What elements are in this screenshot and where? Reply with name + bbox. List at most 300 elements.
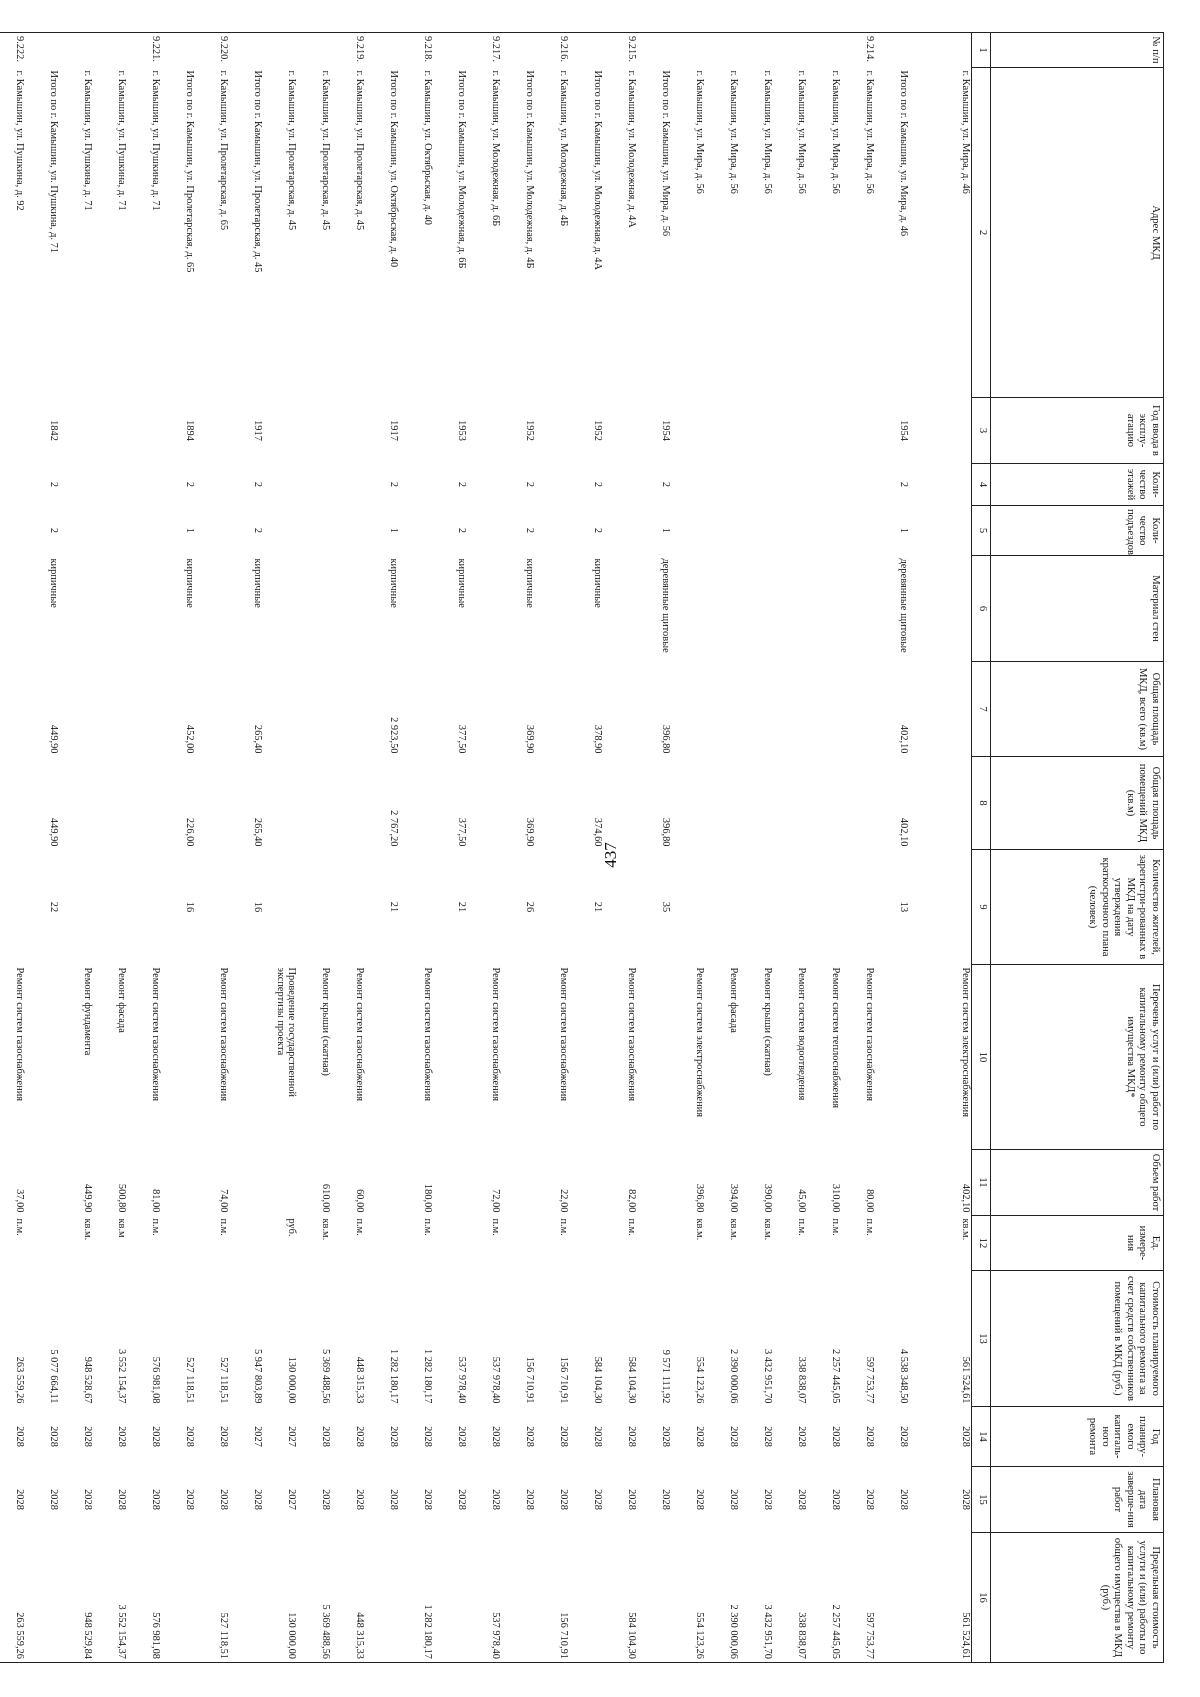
unit: п.м.	[830, 1218, 841, 1236]
column-number-4: 4	[972, 464, 991, 506]
floors	[467, 464, 501, 506]
max-cost: 3 552 154,37	[93, 1533, 127, 1663]
completion-date: 2028	[694, 1489, 705, 1510]
completion-date: 2028	[252, 1489, 263, 1510]
address: г. Камышин, ул. Мира, д. 56	[694, 70, 705, 194]
year-built: 1894	[184, 420, 195, 441]
floors	[739, 464, 773, 506]
repair-year: 2028	[728, 1426, 739, 1447]
work-volume	[501, 1150, 535, 1216]
work-type: Ремонт крыши (скатная)	[762, 967, 773, 1076]
row-index: 9.215.	[603, 33, 637, 68]
floors: 2	[456, 481, 467, 488]
max-cost	[637, 1533, 671, 1663]
completion-date: 2028	[218, 1489, 229, 1510]
entrances: 2	[592, 527, 603, 534]
address: г. Камышин, ул. Мира, д. 56	[830, 70, 841, 194]
floors	[331, 464, 365, 506]
year-built	[93, 398, 127, 464]
residents: 35	[660, 901, 671, 913]
address: г. Камышин, ул. Мира, д. 56	[728, 70, 739, 194]
planned-cost: 130 000,00	[286, 1356, 297, 1404]
wall-material	[467, 556, 501, 662]
max-cost	[161, 1533, 195, 1663]
max-cost: 527 118,51	[195, 1533, 229, 1663]
year-built	[399, 398, 433, 464]
max-cost: 1 282 180,17	[399, 1533, 433, 1663]
wall-material: кирпичные	[524, 558, 535, 608]
work-volume: 82,00	[626, 1189, 637, 1213]
wall-material	[263, 556, 297, 662]
row-index	[433, 33, 467, 68]
planned-cost: 1 282 180,17	[422, 1348, 433, 1404]
work-type	[25, 965, 59, 1150]
year-built: 1842	[48, 420, 59, 441]
residents: 16	[252, 901, 263, 913]
completion-date: 2028	[960, 1489, 971, 1510]
column-header-6: Материал стен	[991, 556, 1164, 662]
planned-cost: 156 710,91	[524, 1356, 535, 1404]
total-area	[297, 662, 331, 757]
entrances	[909, 506, 972, 556]
year-built	[909, 398, 972, 464]
unit	[875, 1216, 909, 1271]
completion-date: 2028	[558, 1489, 569, 1510]
entrances	[671, 506, 705, 556]
repair-year: 2028	[150, 1426, 161, 1447]
repair-year: 2028	[388, 1426, 399, 1447]
row-index	[93, 33, 127, 68]
wall-material	[535, 556, 569, 662]
max-cost	[365, 1533, 399, 1663]
work-type: Ремонт систем электроснабжения	[960, 967, 971, 1117]
wall-material	[603, 556, 637, 662]
total-area	[773, 662, 807, 757]
residents	[671, 850, 705, 965]
premises-area	[467, 757, 501, 850]
row-index	[569, 33, 603, 68]
planned-cost: 263 559,26	[14, 1356, 25, 1404]
entrances	[331, 506, 365, 556]
year-built	[841, 398, 875, 464]
row-index	[501, 33, 535, 68]
completion-date: 2028	[830, 1489, 841, 1510]
table-row	[501, 33, 535, 1663]
repair-year: 2028	[48, 1426, 59, 1447]
entrances	[127, 506, 161, 556]
column-header-4: Коли-чество этажей	[991, 464, 1164, 506]
table-row	[467, 33, 501, 1663]
work-volume: 396,80	[694, 1183, 705, 1213]
unit	[161, 1216, 195, 1271]
work-type: Ремонт фасада	[728, 967, 739, 1033]
max-cost: 561 524,61	[909, 1533, 972, 1663]
work-type	[875, 965, 909, 1150]
unit: п.м.	[626, 1218, 637, 1236]
work-volume	[365, 1150, 399, 1216]
completion-date: 2028	[796, 1489, 807, 1510]
repair-year: 2027	[286, 1426, 297, 1447]
year-built: 1952	[524, 420, 535, 441]
row-index	[365, 33, 399, 68]
max-cost: 554 123,26	[671, 1533, 705, 1663]
floors	[263, 464, 297, 506]
row-index	[637, 33, 671, 68]
year-built	[127, 398, 161, 464]
work-volume: 37,00	[14, 1189, 25, 1213]
entrances: 1	[660, 527, 671, 534]
address: Итого по г. Камышин, ул. Мира, д. 46	[898, 70, 909, 237]
work-volume	[433, 1150, 467, 1216]
planned-cost: 2 390 000,06	[728, 1348, 739, 1404]
planned-cost: 156 710,91	[558, 1356, 569, 1404]
repair-year: 2028	[830, 1426, 841, 1447]
year-built: 1917	[252, 420, 263, 441]
repair-year: 2028	[456, 1426, 467, 1447]
table-row	[603, 33, 637, 1663]
work-volume: 180,00	[422, 1183, 433, 1213]
repair-year: 2028	[218, 1426, 229, 1447]
column-header-16: Предельная стоимость услуги и (или) работы по капитальному ремонту общего имущества в МКД (руб.)	[991, 1533, 1164, 1663]
column-number-12: 12	[972, 1216, 991, 1271]
total-area: 265,40	[252, 724, 263, 754]
row-index	[59, 33, 93, 68]
max-cost: 584 104,30	[603, 1533, 637, 1663]
table-row	[671, 33, 705, 1663]
residents	[59, 850, 93, 965]
row-index	[909, 33, 972, 68]
unit: п.м.	[354, 1218, 365, 1236]
work-volume	[875, 1150, 909, 1216]
column-number-9: 9	[972, 850, 991, 965]
floors	[773, 464, 807, 506]
address: г. Камышин, ул. Пушкина, д. 71	[150, 70, 161, 211]
floors: 2	[660, 481, 671, 488]
floors	[603, 464, 637, 506]
floors	[127, 464, 161, 506]
year-built: 1952	[592, 420, 603, 441]
year-built	[705, 398, 739, 464]
total-area	[467, 662, 501, 757]
year-built	[603, 398, 637, 464]
work-type: Ремонт систем газоснабжения	[864, 967, 875, 1102]
repair-year: 2028	[354, 1426, 365, 1447]
work-type: Ремонт систем газоснабжения	[354, 967, 365, 1102]
wall-material: деревянные щитовые	[660, 558, 671, 653]
work-type: Ремонт систем газоснабжения	[490, 967, 501, 1102]
planned-cost: 2 257 445,05	[830, 1348, 841, 1404]
wall-material: деревянные щитовые	[898, 558, 909, 653]
floors	[807, 464, 841, 506]
premises-area	[739, 757, 773, 850]
year-built	[195, 398, 229, 464]
work-volume: 80,00	[864, 1189, 875, 1213]
floors: 2	[592, 481, 603, 488]
entrances	[603, 506, 637, 556]
wall-material: кирпичные	[252, 558, 263, 608]
max-cost: 338 838,07	[773, 1533, 807, 1663]
year-built: 1917	[388, 420, 399, 441]
repair-year: 2028	[320, 1426, 331, 1447]
unit: п.м.	[422, 1218, 433, 1236]
unit	[229, 1216, 263, 1271]
entrances	[467, 506, 501, 556]
premises-area: 2 767,20	[388, 810, 399, 847]
premises-area: 369,90	[524, 817, 535, 847]
unit: кв.м.	[694, 1218, 705, 1241]
residents: 21	[592, 901, 603, 913]
row-index	[263, 33, 297, 68]
planned-cost: 9 571 111,92	[660, 1349, 671, 1404]
residents	[331, 850, 365, 965]
address: г. Камышин, ул. Пролетарская, д. 45	[320, 70, 331, 231]
year-built	[297, 398, 331, 464]
max-cost: 597 753,77	[841, 1533, 875, 1663]
table-row	[909, 33, 972, 1663]
row-index	[229, 33, 263, 68]
completion-date: 2028	[898, 1489, 909, 1510]
floors	[93, 464, 127, 506]
column-number-1: 1	[972, 33, 991, 68]
table-row	[331, 33, 365, 1663]
wall-material	[773, 556, 807, 662]
max-cost: 5 369 488,56	[297, 1533, 331, 1663]
completion-date: 2028	[184, 1489, 195, 1510]
completion-date: 2028	[422, 1489, 433, 1510]
max-cost: 948 529,84	[59, 1533, 93, 1663]
max-cost: 130 000,00	[263, 1533, 297, 1663]
work-type: Ремонт систем электроснабжения	[694, 967, 705, 1117]
work-volume: 390,00	[762, 1183, 773, 1213]
premises-area	[603, 757, 637, 850]
row-index: 9.217.	[467, 33, 501, 68]
unit: кв.м.	[320, 1218, 331, 1241]
work-type: Ремонт фасада	[116, 967, 127, 1033]
floors: 2	[898, 481, 909, 488]
entrances: 2	[48, 527, 59, 534]
work-volume: 22,00	[558, 1189, 569, 1213]
premises-area	[671, 757, 705, 850]
entrances	[263, 506, 297, 556]
total-area	[671, 662, 705, 757]
planned-cost: 527 118,51	[218, 1357, 229, 1404]
entrances	[195, 506, 229, 556]
entrances	[773, 506, 807, 556]
address: г. Камышин, ул. Октябрьская, д. 40	[422, 70, 433, 225]
address: г. Камышин, ул. Мира, д. 56	[796, 70, 807, 194]
work-type: Проведение государственной экспертизы проекта	[274, 967, 297, 1097]
total-area	[59, 662, 93, 757]
unit: кв.м.	[762, 1218, 773, 1241]
address: г. Камышин, ул. Мира, д. 46	[960, 70, 971, 194]
entrances	[93, 506, 127, 556]
address: г. Камышин, ул. Пушкина, д. 92	[14, 70, 25, 211]
completion-date: 2028	[150, 1489, 161, 1510]
repair-year: 2028	[14, 1426, 25, 1447]
entrances: 2	[456, 527, 467, 534]
work-volume	[569, 1150, 603, 1216]
column-header-5: Коли-чество подъездов	[991, 506, 1164, 556]
table-row	[297, 33, 331, 1663]
entrances: 2	[524, 527, 535, 534]
planned-cost: 5 369 488,56	[320, 1348, 331, 1404]
max-cost: 448 315,33	[331, 1533, 365, 1663]
row-index	[297, 33, 331, 68]
table-row	[705, 33, 739, 1663]
table-row	[535, 33, 569, 1663]
address: Итого по г. Камышин, ул. Молодежная, д. 6Б	[456, 70, 467, 269]
planned-cost: 948 528,67	[82, 1356, 93, 1404]
work-type: Ремонт систем газоснабжения	[558, 967, 569, 1102]
max-cost	[433, 1533, 467, 1663]
residents	[705, 850, 739, 965]
table-row	[433, 33, 467, 1663]
address: Итого по г. Камышин, ул. Пушкина, д. 71	[48, 70, 59, 253]
table-body	[0, 33, 972, 1663]
residents: 22	[48, 901, 59, 913]
unit	[501, 1216, 535, 1271]
work-volume: 402,10	[960, 1183, 971, 1213]
floors: 2	[252, 481, 263, 488]
work-type	[569, 965, 603, 1150]
entrances	[297, 506, 331, 556]
unit: кв.м	[116, 1218, 127, 1238]
year-built	[671, 398, 705, 464]
row-index	[875, 33, 909, 68]
column-number-3: 3	[972, 398, 991, 464]
wall-material	[399, 556, 433, 662]
total-area	[195, 662, 229, 757]
unit	[569, 1216, 603, 1271]
wall-material	[705, 556, 739, 662]
unit: п.м.	[218, 1218, 229, 1236]
year-built: 1953	[456, 420, 467, 441]
floors: 2	[524, 481, 535, 488]
entrances	[739, 506, 773, 556]
column-number-5: 5	[972, 506, 991, 556]
column-number-2: 2	[972, 68, 991, 398]
completion-date: 2028	[354, 1489, 365, 1510]
table-row	[263, 33, 297, 1663]
planned-cost: 5 947 803,89	[252, 1348, 263, 1404]
planned-cost: 554 123,26	[694, 1356, 705, 1404]
total-area	[93, 662, 127, 757]
row-index: 9.220.	[195, 33, 229, 68]
unit	[637, 1216, 671, 1271]
premises-area: 449,90	[48, 817, 59, 847]
entrances	[399, 506, 433, 556]
max-cost: 537 978,40	[467, 1533, 501, 1663]
address: Итого по г. Камышин, ул. Пролетарская, д. 65	[184, 70, 195, 273]
repair-year: 2028	[490, 1426, 501, 1447]
total-area	[807, 662, 841, 757]
planned-cost: 3 552 154,37	[116, 1348, 127, 1404]
table-row	[807, 33, 841, 1663]
wall-material	[909, 556, 972, 662]
repair-year: 2028	[422, 1426, 433, 1447]
column-header-14: Год планиру-емого капиталь-ного ремонта	[991, 1407, 1164, 1467]
total-area: 2 923,50	[388, 717, 399, 754]
completion-date: 2028	[388, 1489, 399, 1510]
total-area: 378,90	[592, 724, 603, 754]
row-index	[25, 33, 59, 68]
max-cost	[569, 1533, 603, 1663]
premises-area	[841, 757, 875, 850]
column-header-11: Объем работ	[991, 1150, 1164, 1216]
year-built	[0, 398, 25, 464]
column-header-3: Год ввода в эксплу-атацию	[991, 398, 1164, 464]
repair-year: 2028	[116, 1426, 127, 1447]
max-cost: 576 981,08	[127, 1533, 161, 1663]
column-number-13: 13	[972, 1271, 991, 1407]
column-header-8: Общая площадь помещений МКД (кв.м)	[991, 757, 1164, 850]
premises-area	[399, 757, 433, 850]
residents	[195, 850, 229, 965]
work-type: Ремонт систем газоснабжения	[150, 967, 161, 1102]
completion-date: 2028	[456, 1489, 467, 1510]
total-area: 396,80	[660, 724, 671, 754]
floors	[195, 464, 229, 506]
completion-date: 2028	[524, 1489, 535, 1510]
entrances	[841, 506, 875, 556]
work-volume	[25, 1150, 59, 1216]
row-index	[161, 33, 195, 68]
work-volume: 72,00	[490, 1189, 501, 1213]
premises-area: 374,60	[592, 817, 603, 847]
column-number-14: 14	[972, 1407, 991, 1467]
completion-date: 2028	[490, 1489, 501, 1510]
table-row	[365, 33, 399, 1663]
total-area: 402,10	[898, 724, 909, 754]
planned-cost: 537 978,40	[456, 1356, 467, 1404]
repair-year: 2028	[694, 1426, 705, 1447]
residents	[909, 850, 972, 965]
floors	[909, 464, 972, 506]
address: г. Камышин, ул. Молодежная, д. 4А	[626, 70, 637, 228]
premises-area	[773, 757, 807, 850]
max-cost: 2 390 000,06	[705, 1533, 739, 1663]
column-header-13: Стоимость планируемого капитального ремонта за счет средств собственников помещений в МКД (руб.)	[991, 1271, 1164, 1407]
address: г. Камышин, ул. Пушкина, д. 71	[82, 70, 93, 211]
planned-cost: 4 538 348,50	[898, 1348, 909, 1404]
premises-area	[331, 757, 365, 850]
column-number-8: 8	[972, 757, 991, 850]
wall-material	[59, 556, 93, 662]
work-volume: 81,00	[150, 1189, 161, 1213]
residents: 26	[524, 901, 535, 913]
address: Итого по г. Камышин, ул. Молодежная, д. 4Б	[524, 70, 535, 269]
residents	[739, 850, 773, 965]
year-built: 1954	[660, 420, 671, 441]
total-area	[603, 662, 637, 757]
work-volume	[161, 1150, 195, 1216]
work-type	[433, 965, 467, 1150]
residents	[127, 850, 161, 965]
total-area	[535, 662, 569, 757]
planned-cost: 584 104,30	[592, 1356, 603, 1404]
work-volume: 310,00	[830, 1183, 841, 1213]
residents: 16	[184, 901, 195, 913]
table-row	[229, 33, 263, 1663]
wall-material: кирпичные	[456, 558, 467, 608]
max-cost	[229, 1533, 263, 1663]
year-built	[263, 398, 297, 464]
floors	[297, 464, 331, 506]
planned-cost: 584 104,30	[626, 1356, 637, 1404]
repair-year: 2028	[592, 1426, 603, 1447]
work-volume: 449,90	[82, 1183, 93, 1213]
row-index	[739, 33, 773, 68]
